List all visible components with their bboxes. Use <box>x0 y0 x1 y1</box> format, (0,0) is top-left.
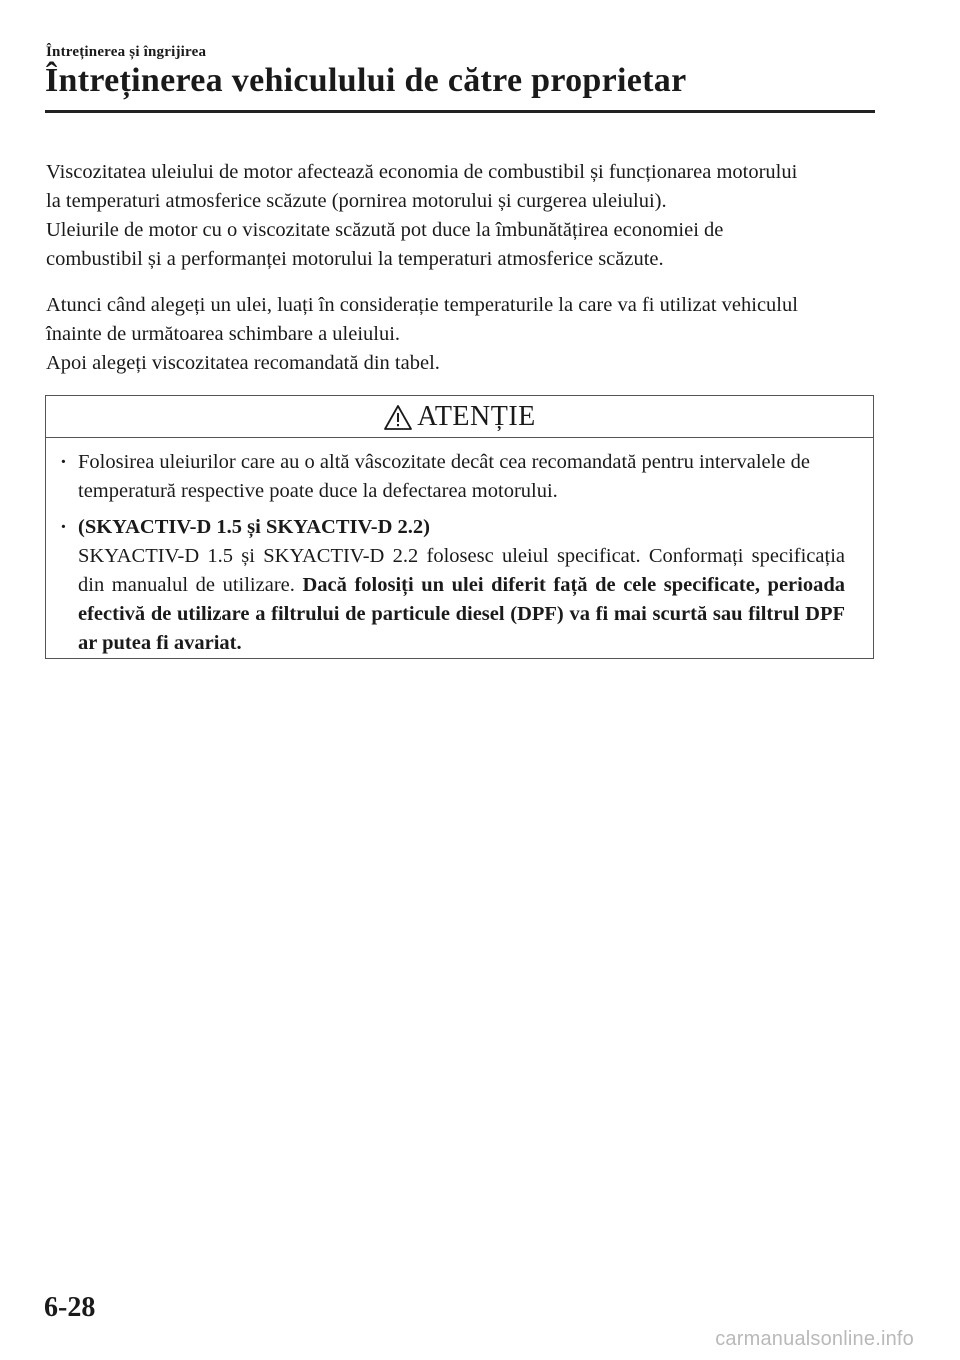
caution-item-text: SKYACTIV-D 1.5 și SKYACTIV-D 2.2 folosesc uleiul specificat. Conformați specificația din manualul de utilizare. <box>78 545 845 596</box>
caution-box <box>45 395 874 659</box>
text-line: Atunci când alegeți un ulei, luați în considerație temperaturile la care va fi utilizat vehiculul <box>46 294 798 316</box>
text-line: Viscozitatea uleiului de motor afectează economia de combustibil și funcționarea motorului <box>46 161 798 183</box>
caution-item-text: Folosirea uleiurilor care au o altă vâscozitate decât cea recomandată pentru intervalele de temperatură respective poate duce la defectarea motorului. <box>78 451 810 502</box>
caution-item-body <box>78 542 845 658</box>
caution-list <box>46 448 873 665</box>
bullet: · <box>60 451 67 473</box>
caution-item-heading: (SKYACTIV-D 1.5 și SKYACTIV-D 2.2) <box>78 516 430 538</box>
bullet: · <box>60 516 67 538</box>
caution-item <box>46 513 873 658</box>
caution-item <box>46 448 873 506</box>
text-line: la temperaturi atmosferice scăzute (pornirea motorului și curgerea uleiului). <box>46 190 667 212</box>
watermark: carmanualsonline.info <box>715 1328 914 1350</box>
caution-header <box>46 396 873 438</box>
paragraph-choosing-oil <box>46 291 881 378</box>
text-line: Apoi alegeți viscozitatea recomandată din tabel. <box>46 352 440 374</box>
warning-triangle-icon <box>383 404 413 431</box>
page-number: 6-28 <box>44 1292 96 1323</box>
caution-item-warning: Dacă folosiți un ulei diferit față de cele specificate, perioada efectivă de utilizare a filtrului de particule diesel (DPF) va fi mai scurtă sau filtrul DPF ar putea fi avariat. <box>78 574 846 654</box>
page-title: Întreținerea vehiculului de către proprietar <box>45 62 687 99</box>
paragraph-viscosity <box>46 158 881 274</box>
text-line: înainte de următoarea schimbare a uleiului. <box>46 323 401 345</box>
text-line: Uleiurile de motor cu o viscozitate scăzută pot duce la îmbunătățirea economiei de <box>46 219 724 241</box>
text-line: combustibil și a performanței motorului la temperaturi atmosferice scăzute. <box>46 248 664 270</box>
caution-title: ATENȚIE <box>417 400 536 432</box>
title-divider <box>45 110 875 113</box>
section-label: Întreținerea și îngrijirea <box>46 44 207 60</box>
